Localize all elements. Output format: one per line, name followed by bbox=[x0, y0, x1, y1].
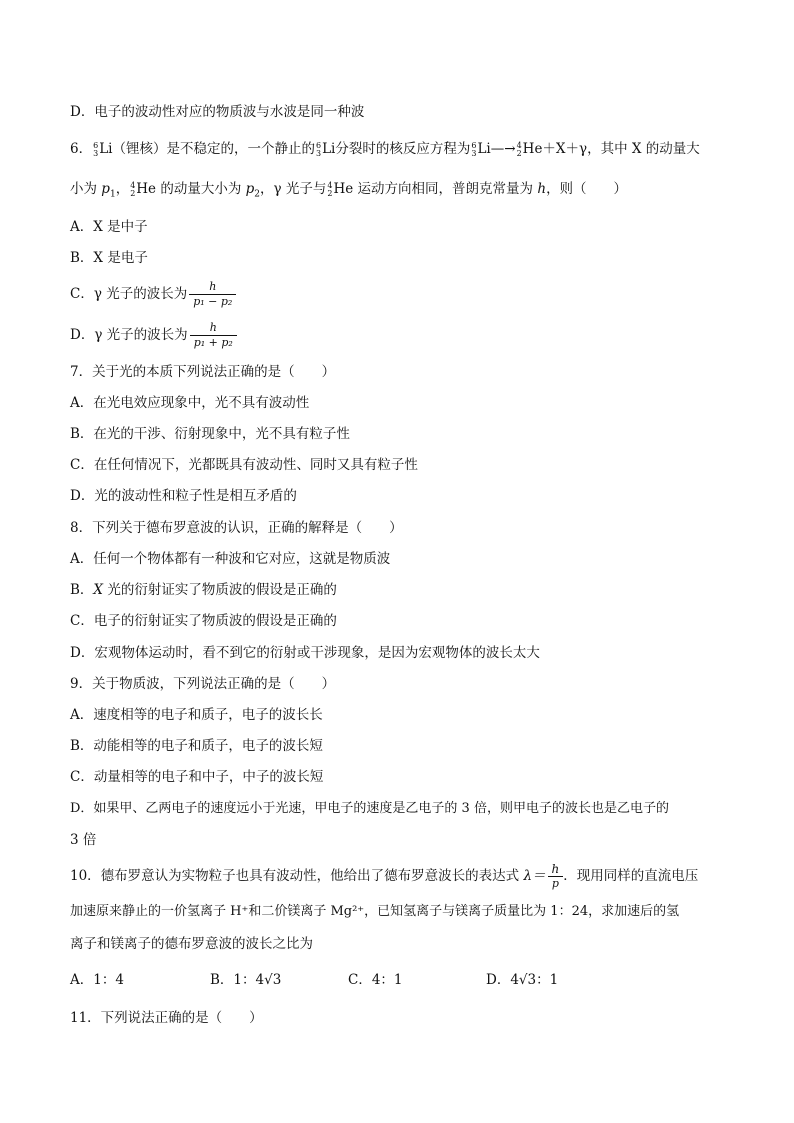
q6-l2-f: ，则（ ） bbox=[546, 181, 628, 197]
frac-denominator: p₁ − p₂ bbox=[189, 294, 236, 309]
q6-text-a: （锂核）是不稳定的，一个静止的 bbox=[112, 141, 315, 157]
q10-option-c: C．4：1 bbox=[348, 972, 403, 988]
q6-stem-line2 bbox=[70, 179, 734, 205]
q6-option-c bbox=[70, 276, 734, 312]
he3-index: 4 2 bbox=[327, 180, 333, 198]
q6-option-d-fraction bbox=[190, 321, 237, 350]
frac-numerator: h bbox=[209, 280, 217, 293]
p2-symbol: p bbox=[245, 181, 255, 197]
q9-option-d-line1: D．如果甲、乙两电子的速度远小于光速，甲电子的速度是乙电子的 3 倍，则甲电子的波长也是乙电子的 bbox=[70, 801, 669, 816]
q6-l2-c: He 的动量大小为 bbox=[136, 181, 246, 197]
q6-l2-a: 小为 bbox=[70, 181, 102, 197]
q10-fraction bbox=[548, 862, 564, 891]
li-symbol: Li bbox=[99, 141, 113, 157]
q7-option-b: B．在光的干涉、衍射现象中，光不具有粒子性 bbox=[70, 426, 350, 442]
q6-option-d bbox=[70, 317, 734, 353]
q7-option-a: A．在光电效应现象中，光不具有波动性 bbox=[70, 395, 310, 411]
q6-option-d-text: D．γ 光子的波长为 bbox=[70, 327, 188, 343]
he2-index: 4 2 bbox=[130, 180, 136, 198]
q10-option-b: B．1：4√3 bbox=[210, 972, 282, 988]
q9-stem: 9．关于物质波，下列说法正确的是（ ） bbox=[70, 676, 336, 692]
q10-line1-b: ．现用同样的直流电压 bbox=[563, 868, 699, 884]
q10-option-d: D．4√3：1 bbox=[486, 972, 559, 988]
q8-x-symbol: X bbox=[93, 582, 104, 598]
q9-option-a: A．速度相等的电子和质子，电子的波长长 bbox=[70, 707, 323, 723]
q7-option-c: C．在任何情况下，光都既具有波动性、同时又具有粒子性 bbox=[70, 457, 418, 473]
q10-stem-line3: 离子和镁离子的德布罗意波的波长之比为 bbox=[70, 936, 313, 952]
q6-text-b: Li分裂时的核反应方程为 bbox=[322, 141, 471, 157]
q8-option-a: A．任何一个物体都有一种波和它对应，这就是物质波 bbox=[70, 551, 391, 567]
eq-li-index: 6 3 bbox=[471, 140, 477, 158]
q8-option-c: C．电子的衍射证实了物质波的假设是正确的 bbox=[70, 613, 337, 629]
q11-stem: 11．下列说法正确的是（ ） bbox=[70, 1010, 263, 1026]
q6-option-c-text: C．γ 光子的波长为 bbox=[70, 286, 188, 302]
lambda-symbol: λ＝ bbox=[523, 868, 546, 884]
p1-sub: 1 bbox=[109, 189, 116, 200]
q10-stem-line1 bbox=[70, 858, 734, 894]
frac-numerator: h bbox=[551, 862, 560, 876]
p1-symbol: p bbox=[101, 181, 110, 197]
q6-number: 6． bbox=[70, 141, 93, 157]
p2-sub: 2 bbox=[254, 189, 261, 200]
q6-l2-e: He 运动方向相同，普朗克常量为 bbox=[333, 181, 538, 197]
q9-option-d-line2: 3 倍 bbox=[70, 832, 97, 848]
q6-eq-body: Li—→ bbox=[477, 141, 516, 157]
q9-option-b: B．动能相等的电子和质子，电子的波长短 bbox=[70, 738, 323, 754]
q7-option-d: D．光的波动性和粒子性是相互矛盾的 bbox=[70, 488, 297, 504]
q6-l2-b: ， bbox=[115, 181, 130, 197]
q10-stem-line2: 加速原来静止的一价氢离子 H⁺和二价镁离子 Mg²⁺，已知氢离子与镁离子质量比为 1：24，求加速后的氢 bbox=[70, 904, 680, 919]
q10-option-a: A．1：4 bbox=[70, 972, 124, 988]
q6-option-b: B．X 是电子 bbox=[70, 250, 148, 266]
li2-index: 6 3 bbox=[315, 140, 322, 158]
q6-eq-tail: He＋X＋γ，其中 X 的动量大 bbox=[522, 141, 700, 157]
q6-option-a: A．X 是中子 bbox=[70, 219, 148, 235]
frac-denominator: p bbox=[548, 876, 564, 891]
q7-stem: 7．关于光的本质下列说法正确的是（ ） bbox=[70, 364, 336, 380]
q6-stem-line1 bbox=[70, 139, 734, 159]
q6-l2-d: ，γ 光子与 bbox=[260, 181, 327, 197]
frac-denominator: p₁ + p₂ bbox=[190, 335, 237, 350]
frac-numerator: h bbox=[209, 321, 217, 334]
q10-line1-a: 10．德布罗意认为实物粒子也具有波动性，他给出了德布罗意波长的表达式 bbox=[70, 868, 524, 884]
q9-option-c: C．动量相等的电子和中子，中子的波长短 bbox=[70, 769, 324, 785]
h-symbol: h bbox=[537, 181, 547, 197]
q6-option-c-fraction bbox=[189, 280, 236, 309]
q8-option-b-prefix: B． bbox=[70, 582, 94, 598]
q5-option-d: D．电子的波动性对应的物质波与水波是同一种波 bbox=[70, 104, 365, 120]
q8-option-b bbox=[70, 580, 734, 600]
q8-option-b-rest: 光的衍射证实了物质波的假设是正确的 bbox=[103, 582, 337, 598]
li-nuclide-index: 6 3 bbox=[93, 140, 99, 158]
q8-option-d: D．宏观物体运动时，看不到它的衍射或干涉现象，是因为宏观物体的波长太大 bbox=[70, 645, 540, 661]
q8-stem: 8．下列关于德布罗意波的认识，正确的解释是（ ） bbox=[70, 520, 403, 536]
he-index: 4 2 bbox=[516, 140, 522, 158]
